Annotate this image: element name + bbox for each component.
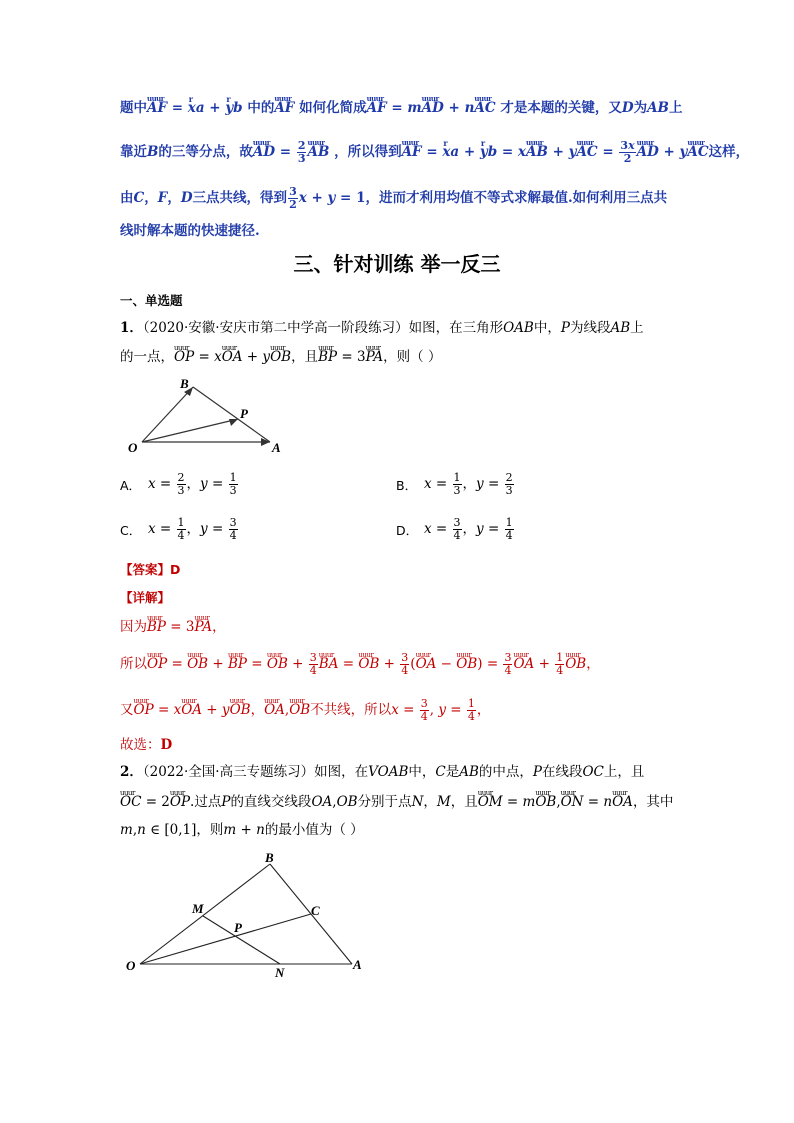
q1-figure (120, 372, 300, 462)
q1-answer: 【答案】D (120, 562, 181, 577)
label-c: C (311, 903, 320, 918)
q1-stem-line-2: 的一点，uuur OP = xuuur OA + yuuur OB，且uuur BP = 3uuur PA，则（ ） (120, 347, 694, 367)
q2-stem-line-3: m,n ∈ [0,1]，则m + n的最小值为（ ） (120, 822, 364, 838)
q2-stem-line-1: 2．（2022·全国·高三专题练习）如图，在VOAB中，C是AB的中点，P在线段OC上，且 (120, 764, 645, 780)
q1-option-a[interactable]: A． x = $\frac{2}{3}$ ，y = $\frac{1}{3}$ (120, 471, 237, 497)
segment-ob (142, 387, 193, 442)
q1-detail-2: 所以uuur OP = uuur OB + uuur BP = uuur OB + $\frac{3}{4}$ uuur BA = uuur OB + $\frac{3}{4}$ (uuur OA − uuur OB) = $\frac{3}{4}$ uuur OA + $\frac{1}{4}$ uuur OB， (120, 652, 694, 677)
q1-option-d[interactable]: D． x = $\frac{3}{4}$ ，y = $\frac{1}{4}$ (396, 516, 513, 542)
segment-oc (140, 914, 311, 964)
label-o: O (126, 958, 136, 973)
q2-stem-line-2: uuur OC = 2uuur OP.过点P的直线交线段OA,OB分别于点N，M，且uuur OM = muuur OB,uuur ON = nuuur OA，其中 (120, 792, 694, 812)
q1-choose: 故选：D (120, 737, 173, 753)
intro-line-1: 题中uuur AF = r xa + r yb 中的uuur AF 如何化简成uuur AF = muuur AD + nuuur AC 才是本题的关键，又D为AB上 (120, 98, 694, 118)
label-o: O (128, 440, 138, 455)
q1-detail-label: 【详解】 (120, 590, 171, 605)
arrow-p (229, 419, 238, 426)
q1-detail-3: 又uuur OP = xuuur OA + yuuur OB，uuur OA,uuur OB不共线，所以x = $\frac{3}{4}$ , y = $\frac{1}{4}$ ， (120, 698, 694, 723)
q1-option-b[interactable]: B． x = $\frac{1}{3}$ ，y = $\frac{2}{3}$ (396, 471, 513, 497)
q1-stem-line-1: 1．（2020·安徽·安庆市第二中学高一阶段练习）如图，在三角形OAB中，P为线段AB上 (120, 320, 644, 336)
category-label: 一、单选题 (120, 293, 183, 308)
q1-detail-1: 因为uuur BP = 3uuur PA， (120, 617, 694, 637)
label-b: B (180, 376, 189, 391)
label-a: A (272, 440, 281, 455)
label-n: N (275, 965, 285, 980)
label-b: B (265, 850, 274, 865)
segment-ob (140, 864, 270, 964)
intro-line-2: 靠近B的三等分点，故uuur AD = $\frac{2}{3}$ uuur AB ，所以得到uuur AF = r xa + r yb = xuuur AB + yuuur AC = $\frac{3x}{2}$ uuur AD + yuuur AC这样， (120, 140, 694, 165)
section-title: 三、针对训练 举一反三 (293, 252, 501, 276)
q2-figure (120, 846, 380, 986)
intro-line-4: 线时解本题的快速捷径. (120, 223, 260, 239)
label-m: M (192, 901, 204, 916)
label-a: A (353, 957, 362, 972)
intro-line-3: 由C，F，D三点共线，得到 $\frac{3}{2}$ x + y = 1，进而才利用均值不等式求解最值.如何利用三点共 (120, 185, 668, 211)
label-p: P (234, 920, 242, 935)
q1-option-c[interactable]: C． x = $\frac{1}{4}$ ，y = $\frac{3}{4}$ (120, 516, 237, 542)
label-p: P (240, 406, 248, 421)
segment-op (142, 419, 238, 442)
segment-ab (193, 387, 270, 442)
